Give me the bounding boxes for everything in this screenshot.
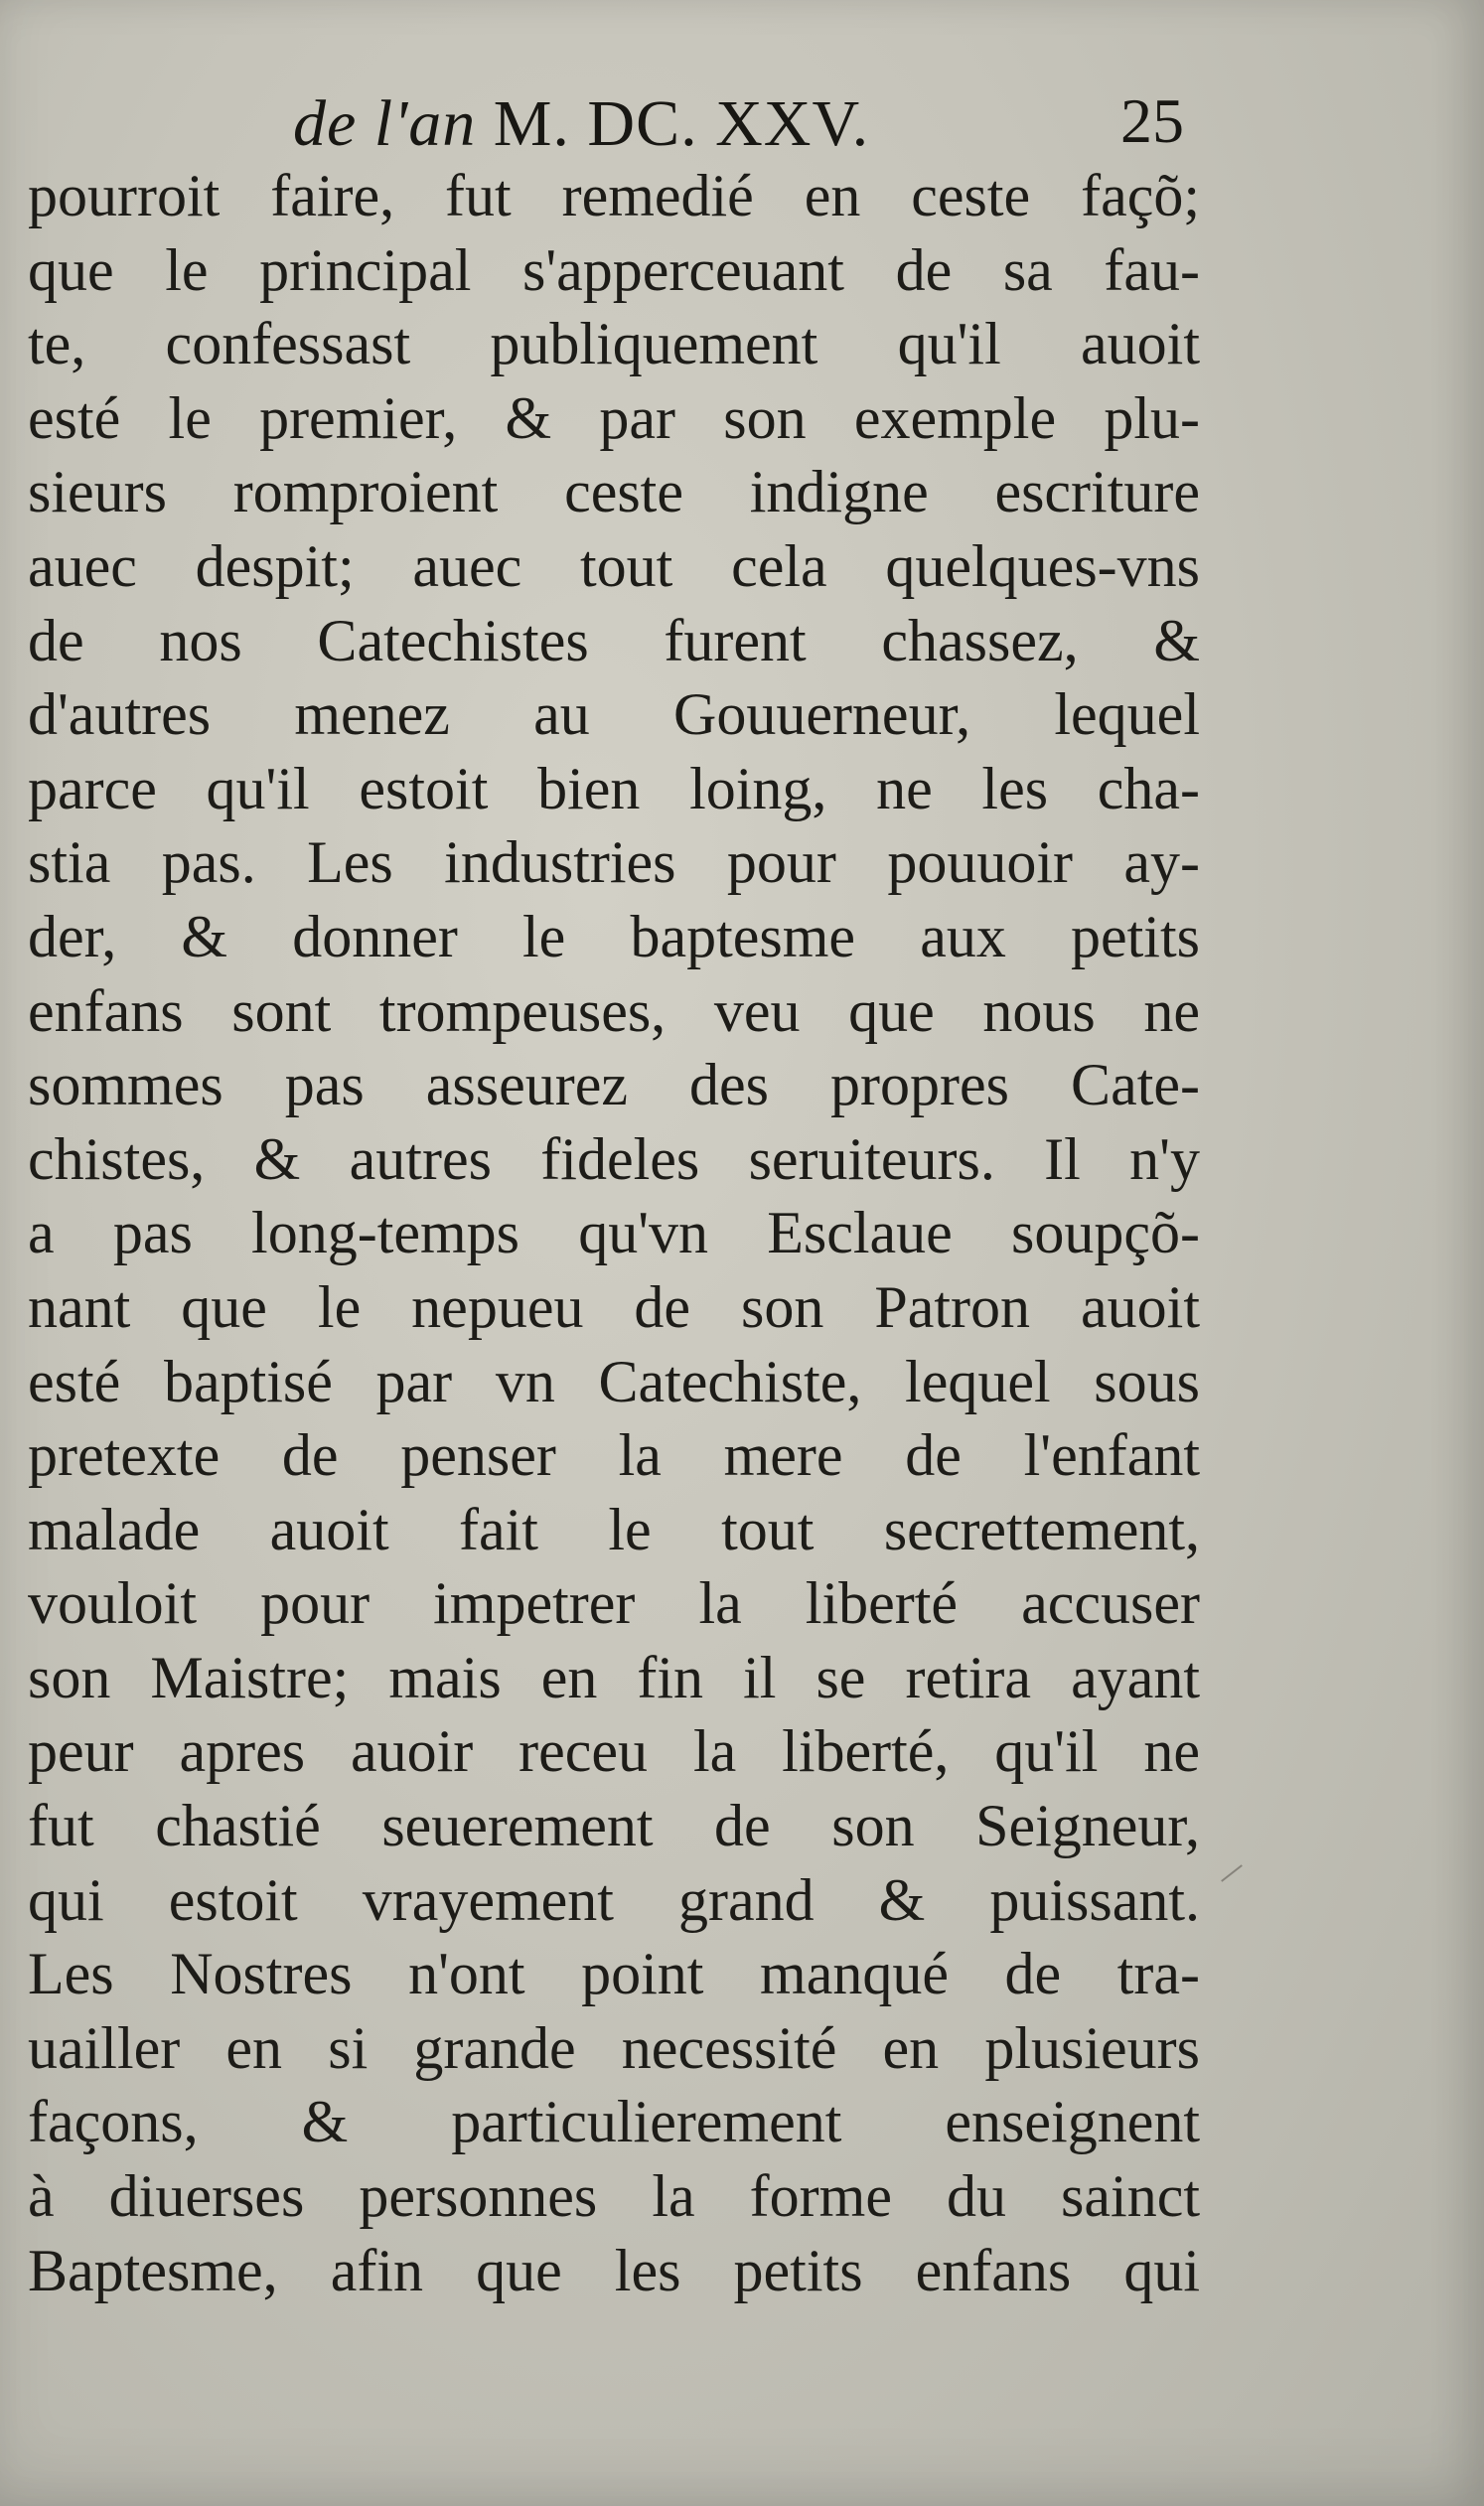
text-line-10: stia pas. Les industries pour pouuoir ay- [28, 829, 1200, 896]
text-line-9: parce qu'il estoit bien loing, ne les cha- [28, 755, 1200, 821]
text-line-20: vouloit pour impetrer la liberté accuser [28, 1570, 1200, 1637]
running-head-roman: M. DC. XXV. [493, 87, 870, 160]
running-head [293, 87, 870, 160]
text-line-4: esté le premier, & par son exemple plu- [28, 384, 1200, 451]
text-line-26: uailler en si grande necessité en plusieurs [28, 2014, 1200, 2081]
text-line-21: son Maistre; mais en fin il se retira ayant [28, 1644, 1200, 1710]
text-line-1: pourroit faire, fut remedié en ceste façõ; [28, 163, 1200, 228]
running-head-italic: de l'an [293, 87, 477, 160]
text-line-2: que le principal s'apperceuant de sa fau- [28, 236, 1200, 303]
text-line-13: sommes pas asseurez des propres Cate- [28, 1052, 1200, 1118]
text-line-3: te, confessast publiquement qu'il auoit [28, 311, 1200, 377]
page-number: 25 [1120, 85, 1184, 156]
text-line-17: esté baptisé par vn Catechiste, lequel sous [28, 1348, 1200, 1414]
text-line-28: à diuerses personnes la forme du sainct [28, 2163, 1200, 2230]
text-line-14: chistes, & autres fideles seruiteurs. Il n'y [28, 1125, 1200, 1192]
text-line-5: sieurs romproient ceste indigne escriture [28, 459, 1200, 525]
text-line-15: a pas long-temps qu'vn Esclaue soupçõ- [28, 1200, 1200, 1266]
text-line-6: auec despit; auec tout cela quelques-vns [28, 532, 1200, 599]
text-line-16: nant que le nepueu de son Patron auoit [28, 1273, 1200, 1340]
text-line-7: de nos Catechistes furent chassez, & [28, 607, 1200, 673]
text-line-12: enfans sont trompeuses, veu que nous ne [28, 977, 1200, 1044]
margin-pencil-mark [1221, 1864, 1243, 1882]
text-line-18: pretexte de penser la mere de l'enfant [28, 1422, 1200, 1489]
text-line-24: qui estoit vrayement grand & puissant. [28, 1866, 1200, 1933]
text-line-23: fut chastié seuerement de son Seigneur, [28, 1793, 1200, 1859]
text-line-29: Baptesme, afin que les petits enfans qui [28, 2237, 1200, 2303]
text-line-11: der, & donner le baptesme aux petits [28, 903, 1200, 969]
text-line-25: Les Nostres n'ont point manqué de tra- [28, 1941, 1200, 2007]
body-text [28, 159, 1200, 2307]
text-line-27: façons, & particulierement enseignent [28, 2089, 1200, 2155]
text-line-19: malade auoit fait le tout secrettement, [28, 1496, 1200, 1562]
text-line-22: peur apres auoir receu la liberté, qu'il ne [28, 1718, 1200, 1785]
text-line-8: d'autres menez au Gouuerneur, lequel [28, 681, 1200, 748]
